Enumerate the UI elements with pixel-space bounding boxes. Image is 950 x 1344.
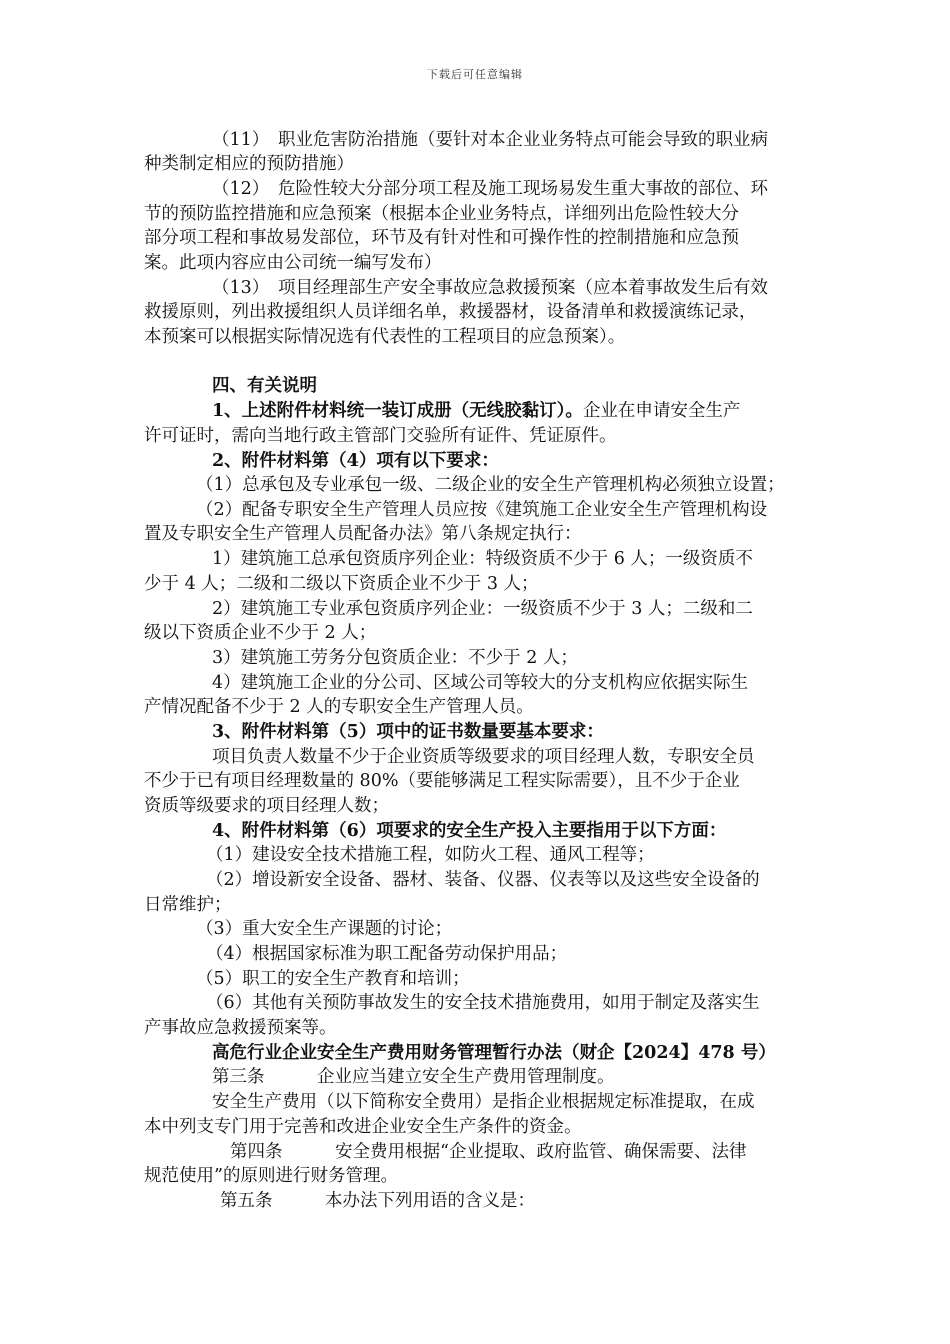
paragraph-line: 本中列支专门用于完善和改进企业安全生产条件的资金。 xyxy=(144,1117,582,1137)
text-run: 企业在申请安全生产 xyxy=(582,401,741,421)
paragraph-line: （5）职工的安全生产教育和培训； xyxy=(196,969,470,989)
paragraph-line: 许可证时，需向当地行政主管部门交验所有证件、凭证原件。 xyxy=(144,426,617,446)
paragraph-line: （2）配备专职安全生产管理人员应按《建筑施工企业安全生产管理机构设 xyxy=(196,500,768,520)
regulation-title: 高危行业企业安全生产费用财务管理暂行办法（财企【2024】478 号） xyxy=(212,1043,776,1063)
paragraph-line: （1）总承包及专业承包一级、二级企业的安全生产管理机构必须独立设置； xyxy=(196,475,785,495)
paragraph-line: 种类制定相应的预防措施） xyxy=(144,154,354,174)
paragraph-line: 资质等级要求的项目经理人数； xyxy=(144,796,389,816)
paragraph-line: 少于 4 人；二级和二级以下资质企业不少于 3 人； xyxy=(144,574,539,594)
paragraph-line: （1）建设安全技术措施工程，如防火工程、通风工程等； xyxy=(206,845,655,865)
page-header: 下载后可任意编辑 xyxy=(427,68,523,81)
paragraph-line: 产情况配备不少于 2 人的专职安全生产管理人员。 xyxy=(144,697,534,717)
paragraph-line: （6）其他有关预防事故发生的安全技术措施费用，如用于制定及落实生 xyxy=(206,993,760,1013)
paragraph-line: 3）建筑施工劳务分包资质企业：不少于 2 人； xyxy=(212,648,578,668)
paragraph-line: 不少于已有项目经理数量的 80%（要能够满足工程实际需要），且不少于企业 xyxy=(144,771,740,791)
subsection-heading: 3、附件材料第（5）项中的证书数量要基本要求： xyxy=(212,722,604,742)
paragraph-line: （3）重大安全生产课题的讨论； xyxy=(196,919,453,939)
paragraph-line: 日常维护； xyxy=(144,895,232,915)
paragraph-line: 第五条 本办法下列用语的含义是： xyxy=(220,1191,535,1211)
paragraph-line: 置及专职安全生产管理人员配备办法》第八条规定执行： xyxy=(144,524,582,544)
paragraph-line: 节的预防监控措施和应急预案（根据本企业业务特点，详细列出危险性较大分 xyxy=(144,204,739,224)
paragraph-line: 产事故应急救援预案等。 xyxy=(144,1018,337,1038)
paragraph-line: （11） 职业危害防治措施（要针对本企业业务特点可能会导致的职业病 xyxy=(212,130,769,150)
paragraph-line: 2）建筑施工专业承包资质序列企业：一级资质不少于 3 人；二级和二 xyxy=(212,599,753,619)
section-heading: 四、有关说明 xyxy=(212,376,317,396)
paragraph-line xyxy=(212,399,740,423)
paragraph-line: 1）建筑施工总承包资质序列企业：特级资质不少于 6 人；一级资质不 xyxy=(212,549,753,569)
paragraph-line: 救援原则，列出救援组织人员详细名单，救援器材，设备清单和救援演练记录， xyxy=(144,302,757,322)
paragraph-line: 部分项工程和事故易发部位，环节及有针对性和可操作性的控制措施和应急预 xyxy=(144,228,739,248)
paragraph-line: 案。此项内容应由公司统一编写发布） xyxy=(144,253,442,273)
paragraph-line: 项目负责人数量不少于企业资质等级要求的项目经理人数，专职安全员 xyxy=(212,747,755,767)
paragraph-line: （13） 项目经理部生产安全事故应急救援预案（应本着事故发生后有效 xyxy=(212,278,769,298)
paragraph-line: 4）建筑施工企业的分公司、区域公司等较大的分支机构应依据实际生 xyxy=(212,673,749,693)
paragraph-line: （12） 危险性较大分部分项工程及施工现场易发生重大事故的部位、环 xyxy=(212,179,769,199)
paragraph-line: 安全生产费用（以下简称安全费用）是指企业根据规定标准提取，在成 xyxy=(212,1092,755,1112)
paragraph-line: 第三条 企业应当建立安全生产费用管理制度。 xyxy=(212,1067,615,1087)
paragraph-line: 级以下资质企业不少于 2 人； xyxy=(144,623,377,643)
paragraph-line: 本预案可以根据实际情况选有代表性的工程项目的应急预案）。 xyxy=(144,327,626,347)
paragraph-line: 第四条 安全费用根据“企业提取、政府监管、确保需要、法律 xyxy=(230,1142,747,1162)
subsection-heading: 4、附件材料第（6）项要求的安全生产投入主要指用于以下方面： xyxy=(212,821,727,841)
subsection-heading: 2、附件材料第（4）项有以下要求： xyxy=(212,451,499,471)
paragraph-line: （2）增设新安全设备、器材、装备、仪器、仪表等以及这些安全设备的 xyxy=(206,870,760,890)
paragraph-line: （4）根据国家标准为职工配备劳动保护用品； xyxy=(206,944,568,964)
bold-lead: 1、上述附件材料统一装订成册（无线胶黏订）。 xyxy=(212,401,583,421)
paragraph-line: 规范使用”的原则进行财务管理。 xyxy=(144,1166,398,1186)
